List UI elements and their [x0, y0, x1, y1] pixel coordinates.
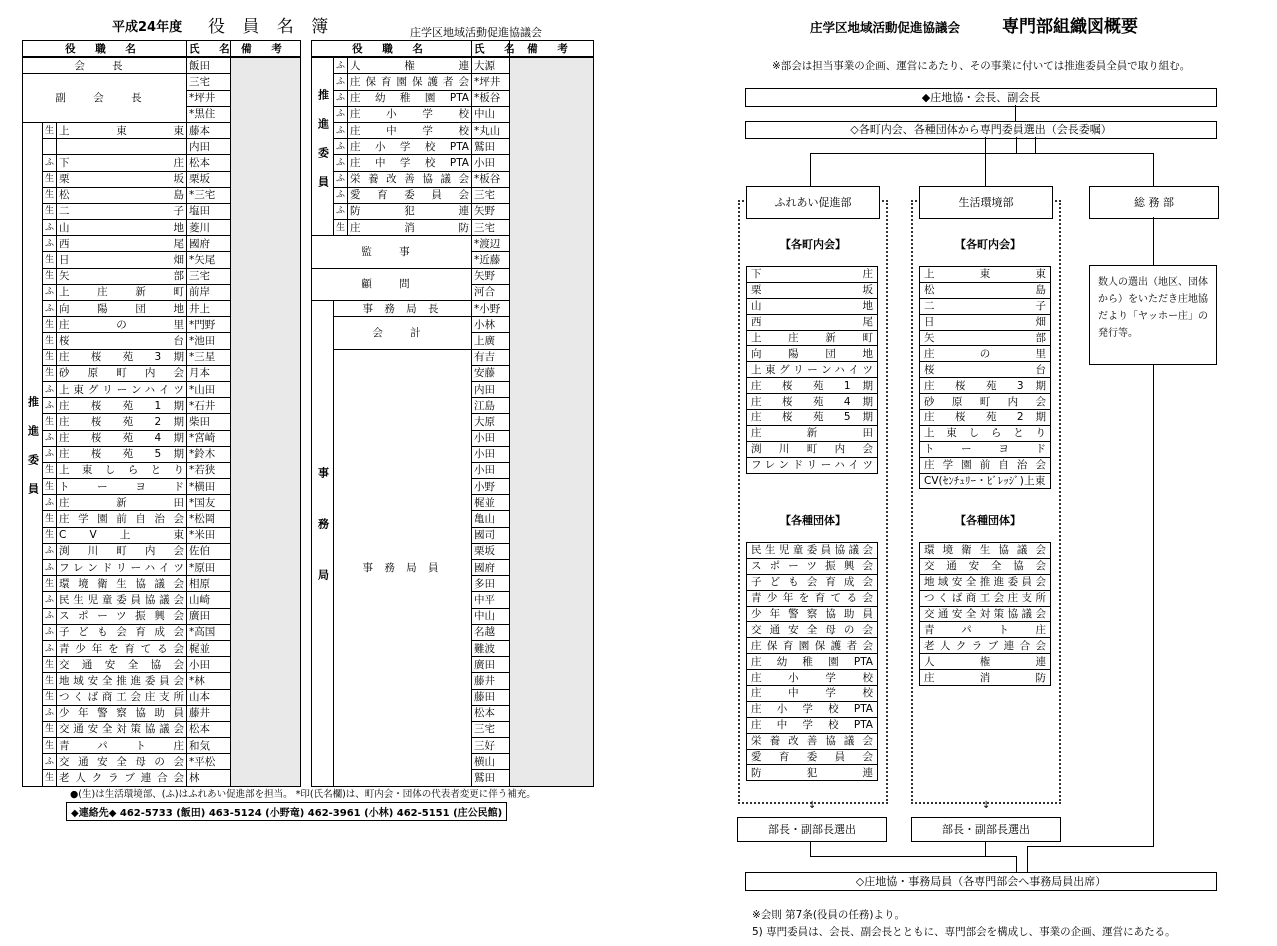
dept-tag: 生 [43, 317, 57, 333]
member-org: C V 上 東 [57, 527, 187, 543]
list-item: 少年警察協助員 [747, 606, 878, 622]
list-item: 交 通 安 全 協 会 [920, 558, 1051, 574]
name-cell: 小田 [472, 462, 510, 478]
name-cell: 藤田 [472, 689, 510, 705]
list-item: 上 東 し ら と り [920, 425, 1051, 441]
name-cell: 國司 [472, 527, 510, 543]
rule-text: 5) 専門委員は、会長、副会長とともに、専門部会を構成し、事業の企画、運営にあたる。 [752, 926, 1176, 938]
member-org: 交 通 安 全 母 の 会 [57, 754, 187, 770]
member-org: 砂 原 町 内 会 [57, 365, 187, 381]
list-item: 環境衛生協議会 [920, 543, 1051, 559]
dept-tag: 生 [43, 268, 57, 284]
name-cell: *高国 [187, 624, 231, 640]
list-item: 庄 新 田 [747, 425, 878, 441]
list-item: 青 パ ト 庄 [920, 622, 1051, 638]
member-org: 庄 の 里 [57, 317, 187, 333]
dept-tag: ふ [43, 495, 57, 511]
dept-tag: 生 [43, 414, 57, 430]
name-cell: *三宅 [187, 187, 231, 203]
list-item: 庄中学校PTA [747, 717, 878, 733]
list-item: 庄 中 学 校 [747, 686, 878, 702]
name-cell: 鷲田 [472, 770, 510, 786]
box-president: ◆庄地協・会長、副会長 [745, 88, 1217, 107]
name-cell: *宮崎 [187, 430, 231, 446]
dept-tag: 生 [43, 738, 57, 754]
name-cell: 名越 [472, 624, 510, 640]
dept-tag: ふ [43, 754, 57, 770]
name-cell: 三宅 [472, 721, 510, 737]
name-cell: *鈴木 [187, 446, 231, 462]
name-cell: 藤本 [187, 122, 231, 138]
header-name: 氏 名 [187, 41, 231, 58]
name-cell: 小田 [187, 657, 231, 673]
dept-tag: 生 [43, 673, 57, 689]
list-item: 交通安全対策協議会 [920, 606, 1051, 622]
dept-tag: ふ [43, 446, 57, 462]
name-cell: 栗坂 [187, 171, 231, 187]
chart-note: ※部会は担当事業の企画、運営にあたり、その事業に付いては推進委員全員で取り組む。 [772, 60, 1191, 72]
dept-tag [43, 139, 57, 155]
name-cell: 江島 [472, 398, 510, 414]
name-cell: 佐伯 [187, 543, 231, 559]
secretariat-label: 事務局 [312, 301, 334, 787]
dept-tag: 生 [43, 333, 57, 349]
name-cell: *国友 [187, 495, 231, 511]
name-cell: *丸山 [472, 122, 510, 138]
name-cell: 飯田 [187, 57, 231, 74]
contact-info: ◆連絡先◆ 462-5733 (飯田) 463-5124 (小野竜) 462-3961 (小林) 462-5151 (庄公民館) [66, 802, 507, 821]
list-item: 砂 原 町 内 会 [920, 394, 1051, 410]
name-cell: 三宅 [187, 74, 231, 90]
member-org: 庄 桜 苑 1 期 [57, 398, 187, 414]
dept-tag: ふ [43, 155, 57, 171]
list-item: 上東グリーンハイツ [747, 362, 878, 378]
d2-leader-select: 部長・副部長選出 [911, 817, 1061, 842]
name-cell: 中山 [472, 608, 510, 624]
name-cell: 栗坂 [472, 543, 510, 559]
d1-town-heading: 【各町内会】 [780, 238, 846, 251]
name-cell: 菱川 [187, 220, 231, 236]
list-item: 庄 桜 苑 3 期 [920, 378, 1051, 394]
dept-tag: ふ [43, 284, 57, 300]
list-item: 民生児童委員協議会 [747, 543, 878, 559]
role-president: 会 長 [23, 57, 187, 74]
list-item: 交通安全母の会 [747, 622, 878, 638]
member-org: 桜 台 [57, 333, 187, 349]
role-chief: 事 務 局 長 [334, 301, 472, 317]
member-org: 地域安全推進委員会 [57, 673, 187, 689]
list-item: 栄養改善協議会 [747, 733, 878, 749]
name-cell: 梶並 [187, 640, 231, 656]
name-cell: *横田 [187, 479, 231, 495]
name-cell: 小田 [472, 430, 510, 446]
name-cell: 三宅 [472, 220, 510, 236]
member-org: 庄 消 防 [348, 220, 472, 236]
member-org [57, 139, 187, 155]
dept-tag: 生 [43, 479, 57, 495]
name-cell: *池田 [187, 333, 231, 349]
dept-tag: 生 [43, 349, 57, 365]
member-org: 日 畑 [57, 252, 187, 268]
member-org: 交通安全対策協議会 [57, 721, 187, 737]
list-item: 桜 台 [920, 362, 1051, 378]
dept-tag: 生 [43, 721, 57, 737]
dept-tag: ふ [334, 139, 348, 155]
name-cell: 和気 [187, 738, 231, 754]
list-item: 二 子 [920, 298, 1051, 314]
member-org: 庄中学校PTA [348, 155, 472, 171]
list-item: 庄 小 学 校 [747, 670, 878, 686]
list-item: 庄 消 防 [920, 670, 1051, 686]
list-item: 矢 部 [920, 330, 1051, 346]
member-org: 青 パ ト 庄 [57, 738, 187, 754]
member-org: フレンドリーハイツ [57, 560, 187, 576]
list-item: 庄小学校PTA [747, 701, 878, 717]
roster-title: 役 員 名 簿 [208, 17, 335, 37]
member-org: 庄 新 田 [57, 495, 187, 511]
member-org: 人 権 連 [348, 57, 472, 74]
name-cell: 廣田 [472, 657, 510, 673]
list-item: 渕 川 町 内 会 [747, 441, 878, 457]
header-note: 備 考 [510, 41, 594, 58]
dept-tag: 生 [43, 657, 57, 673]
chart-title: 専門部組織図概要 [1002, 17, 1138, 37]
name-cell: 小田 [472, 155, 510, 171]
name-cell: 柴田 [187, 414, 231, 430]
name-cell: *米田 [187, 527, 231, 543]
note-column [231, 57, 301, 786]
dept-tag: ふ [43, 592, 57, 608]
member-org: 庄 桜 苑 5 期 [57, 446, 187, 462]
list-item: 地域安全推進委員会 [920, 574, 1051, 590]
list-item: 庄 桜 苑 5 期 [747, 410, 878, 426]
name-cell: *坪井 [187, 90, 231, 106]
name-cell: 上廣 [472, 333, 510, 349]
name-cell: 前岸 [187, 284, 231, 300]
name-cell: 横山 [472, 754, 510, 770]
member-org: 矢 部 [57, 268, 187, 284]
member-org: 庄小学校PTA [348, 139, 472, 155]
list-item: 庄幼稚園PTA [747, 654, 878, 670]
name-cell: 大原 [472, 414, 510, 430]
name-cell: *若狭 [187, 462, 231, 478]
name-cell: 松本 [187, 721, 231, 737]
list-item: 子ども会育成会 [747, 574, 878, 590]
dept-tag: 生 [43, 203, 57, 219]
member-org: 向 陽 団 地 [57, 301, 187, 317]
member-org: ト ー ヨ ド [57, 479, 187, 495]
list-item: 上 東 東 [920, 267, 1051, 283]
dept-tag: 生 [43, 365, 57, 381]
org-name: 庄学区地域活動促進協議会 [410, 26, 542, 39]
d2-group-heading: 【各種団体】 [955, 514, 1021, 527]
name-cell: 三好 [472, 738, 510, 754]
d2-town-heading: 【各町内会】 [955, 238, 1021, 251]
dept-tag: ふ [43, 608, 57, 624]
list-item: つくば商工会庄支所 [920, 590, 1051, 606]
dept-tag: ふ [43, 220, 57, 236]
name-cell: 小林 [472, 317, 510, 333]
dept-tag: ふ [334, 74, 348, 90]
d1-town-list [746, 266, 878, 474]
member-org: 庄学園前自治会 [57, 511, 187, 527]
list-item: 庄学園前自治会 [920, 457, 1051, 473]
name-cell: *矢尾 [187, 252, 231, 268]
year-label: 平成24年度 [112, 20, 183, 35]
list-item: 向 陽 団 地 [747, 346, 878, 362]
member-org: つくば商工会庄支所 [57, 689, 187, 705]
name-cell: 國府 [472, 560, 510, 576]
list-item: 上 庄 新 町 [747, 330, 878, 346]
list-item: 栗 坂 [747, 282, 878, 298]
dept-tag: ふ [43, 236, 57, 252]
member-org: 環境衛生協議会 [57, 576, 187, 592]
name-cell: 大源 [472, 57, 510, 74]
member-org: 庄幼稚園PTA [348, 90, 472, 106]
name-cell: 國府 [187, 236, 231, 252]
name-cell: 三宅 [472, 187, 510, 203]
name-cell: *坪井 [472, 74, 510, 90]
name-cell: *門野 [187, 317, 231, 333]
name-cell: 山本 [187, 689, 231, 705]
dept-tag: 生 [43, 122, 57, 138]
arrow-down-icon: ↓ [808, 800, 817, 811]
d1-leader-select: 部長・副部長選出 [737, 817, 887, 842]
member-org: 松 島 [57, 187, 187, 203]
member-org: 老人クラブ連合会 [57, 770, 187, 786]
name-cell: 梶並 [472, 495, 510, 511]
name-cell: *渡辺 [472, 236, 510, 252]
name-cell: 小田 [472, 446, 510, 462]
dept-tag: 生 [334, 220, 348, 236]
name-cell: 多田 [472, 576, 510, 592]
name-cell: *三星 [187, 349, 231, 365]
member-org: 西 尾 [57, 236, 187, 252]
name-cell: *松岡 [187, 511, 231, 527]
name-cell: 内田 [472, 381, 510, 397]
name-cell: 鷲田 [472, 139, 510, 155]
dept-tag: ふ [43, 430, 57, 446]
name-cell: *林 [187, 673, 231, 689]
dept-tag: 生 [43, 527, 57, 543]
name-cell: 河合 [472, 284, 510, 300]
name-cell: 中山 [472, 106, 510, 122]
d2-group-list [919, 542, 1051, 686]
dept-seikatsu: 生活環境部 [919, 186, 1053, 219]
member-org: 上東グリーンハイツ [57, 381, 187, 397]
dept-tag: 生 [43, 511, 57, 527]
list-item: 庄 の 里 [920, 346, 1051, 362]
list-item: スポーツ振興会 [747, 558, 878, 574]
chart-org: 庄学区地域活動促進協議会 [810, 20, 961, 35]
name-cell: *小野 [472, 301, 510, 317]
member-org: 愛 育 委 員 会 [348, 187, 472, 203]
member-org: 民生児童委員協議会 [57, 592, 187, 608]
header-note: 備 考 [231, 41, 301, 58]
dept-tag: ふ [43, 560, 57, 576]
dept-tag: 生 [43, 252, 57, 268]
dept-tag: ふ [334, 187, 348, 203]
name-cell: 松本 [472, 705, 510, 721]
member-org: 少 年 警 察 協 助 員 [57, 705, 187, 721]
d1-group-heading: 【各種団体】 [780, 514, 846, 527]
list-item: 青少年を育てる会 [747, 590, 878, 606]
name-cell: 山崎 [187, 592, 231, 608]
member-org: 庄 桜 苑 4 期 [57, 430, 187, 446]
note-column [510, 57, 594, 786]
dept-tag: ふ [43, 301, 57, 317]
group-label: 推進委員 [23, 122, 43, 786]
dept-tag: 生 [43, 576, 57, 592]
header-name: 氏 名 [472, 41, 510, 58]
name-cell: 藤井 [187, 705, 231, 721]
list-item: 防 犯 連 [747, 765, 878, 781]
member-org: 防 犯 連 [348, 203, 472, 219]
dept-tag: 生 [43, 171, 57, 187]
name-cell: 井上 [187, 301, 231, 317]
box-selection: ◇各町内会、各種団体から専門委員選出（会長委嘱） [745, 121, 1217, 139]
name-cell: 藤井 [472, 673, 510, 689]
dept-tag: 生 [43, 462, 57, 478]
name-cell: *山田 [187, 381, 231, 397]
member-org: 交 通 安 全 協 会 [57, 657, 187, 673]
name-cell: *原田 [187, 560, 231, 576]
dept-tag: 生 [43, 770, 57, 786]
name-cell: 難波 [472, 640, 510, 656]
member-org: 子ども会育成会 [57, 624, 187, 640]
name-cell: 月本 [187, 365, 231, 381]
member-org: 庄 中 学 校 [348, 122, 472, 138]
dept-tag: ふ [334, 122, 348, 138]
member-org: 青少年を育てる会 [57, 640, 187, 656]
name-cell: 内田 [187, 139, 231, 155]
member-org: 上 庄 新 町 [57, 284, 187, 300]
dept-tag: ふ [334, 155, 348, 171]
dept-tag: ふ [43, 705, 57, 721]
name-cell: 相原 [187, 576, 231, 592]
name-cell: 安藤 [472, 365, 510, 381]
name-cell: 塩田 [187, 203, 231, 219]
arrow-down-icon: ↓ [982, 800, 991, 811]
member-org: 庄 桜 苑 3 期 [57, 349, 187, 365]
list-item: CV(ｾﾝﾁｭﾘｰ・ﾋﾞﾚｯｼﾞ)上東 [920, 473, 1051, 489]
rule-reference: ※会則 第7条(役員の任務)より。 [752, 909, 906, 921]
dept-tag: ふ [334, 106, 348, 122]
role-treasurer: 会 計 [334, 317, 472, 349]
dept-tag: ふ [43, 543, 57, 559]
role-advisor: 顧 問 [312, 268, 472, 300]
name-cell: *黒住 [187, 106, 231, 122]
member-org: 渕 川 町 内 会 [57, 543, 187, 559]
member-org: 庄保育園保護者会 [348, 74, 472, 90]
name-cell: 中平 [472, 592, 510, 608]
d2-town-list [919, 266, 1051, 489]
member-org: 下 庄 [57, 155, 187, 171]
dept-tag: ふ [334, 90, 348, 106]
name-cell: *平松 [187, 754, 231, 770]
header-role: 役 職 名 [23, 41, 187, 58]
member-org: 庄 桜 苑 2 期 [57, 414, 187, 430]
name-cell: *板谷 [472, 171, 510, 187]
role-staff: 事 務 局 員 [334, 349, 472, 786]
dept-fureai: ふれあい促進部 [746, 186, 880, 219]
member-org: 庄 小 学 校 [348, 106, 472, 122]
dept-tag: ふ [43, 640, 57, 656]
role-auditor: 監 事 [312, 236, 472, 268]
name-cell: 有吉 [472, 349, 510, 365]
member-org: 栗 坂 [57, 171, 187, 187]
dept-tag: 生 [43, 187, 57, 203]
member-org: 山 地 [57, 220, 187, 236]
name-cell: 矢野 [472, 268, 510, 284]
list-item: 松 島 [920, 282, 1051, 298]
list-item: 日 畑 [920, 314, 1051, 330]
name-cell: *石井 [187, 398, 231, 414]
list-item: 庄保育園保護者会 [747, 638, 878, 654]
list-item: 西 尾 [747, 314, 878, 330]
name-cell: 亀山 [472, 511, 510, 527]
dept-tag: ふ [43, 398, 57, 414]
list-item: 庄 桜 苑 4 期 [747, 394, 878, 410]
member-org: 上 東 し ら と り [57, 462, 187, 478]
list-item: 庄 桜 苑 2 期 [920, 410, 1051, 426]
dept-tag: ふ [334, 171, 348, 187]
dept-tag: ふ [334, 57, 348, 74]
member-org: スポーツ振興会 [57, 608, 187, 624]
dept-tag: ふ [334, 203, 348, 219]
dept-tag: 生 [43, 689, 57, 705]
list-item: 愛 育 委 員 会 [747, 749, 878, 765]
footnote: ●(生)は生活環境部、(ふ)はふれあい促進部を担当。 *印(氏名欄)は、町内会・団体の代表者変更に伴う補充。 [70, 789, 536, 800]
name-cell: 松本 [187, 155, 231, 171]
dept-tag: ふ [43, 624, 57, 640]
header-role: 役 職 名 [312, 41, 472, 58]
name-cell: *近藤 [472, 252, 510, 268]
name-cell: 林 [187, 770, 231, 786]
list-item: 老人クラブ連合会 [920, 638, 1051, 654]
d1-group-list [746, 542, 878, 781]
somu-description: 数人の選出（地区、団体から）をいただき庄地協だより「ヤッホー庄」の発行等。 [1089, 265, 1217, 365]
member-org: 二 子 [57, 203, 187, 219]
name-cell: 廣田 [187, 608, 231, 624]
name-cell: 小野 [472, 479, 510, 495]
list-item: 庄 桜 苑 1 期 [747, 378, 878, 394]
name-cell: 矢野 [472, 203, 510, 219]
name-cell: *板谷 [472, 90, 510, 106]
box-secretariat: ◇庄地協・事務局員（各専門部会へ事務局員出席） [745, 872, 1217, 891]
list-item: 山 地 [747, 298, 878, 314]
member-org: 上 東 東 [57, 122, 187, 138]
dept-tag: ふ [43, 381, 57, 397]
role-vice-president: 副 会 長 [23, 74, 187, 123]
list-item: ト ー ヨ ド [920, 441, 1051, 457]
list-item: フレンドリーハイツ [747, 457, 878, 473]
name-cell: 三宅 [187, 268, 231, 284]
group-label: 推進委員 [312, 57, 334, 236]
list-item: 下 庄 [747, 267, 878, 283]
member-org: 栄養改善協議会 [348, 171, 472, 187]
dept-somu: 総 務 部 [1089, 186, 1219, 219]
list-item: 人 権 連 [920, 654, 1051, 670]
